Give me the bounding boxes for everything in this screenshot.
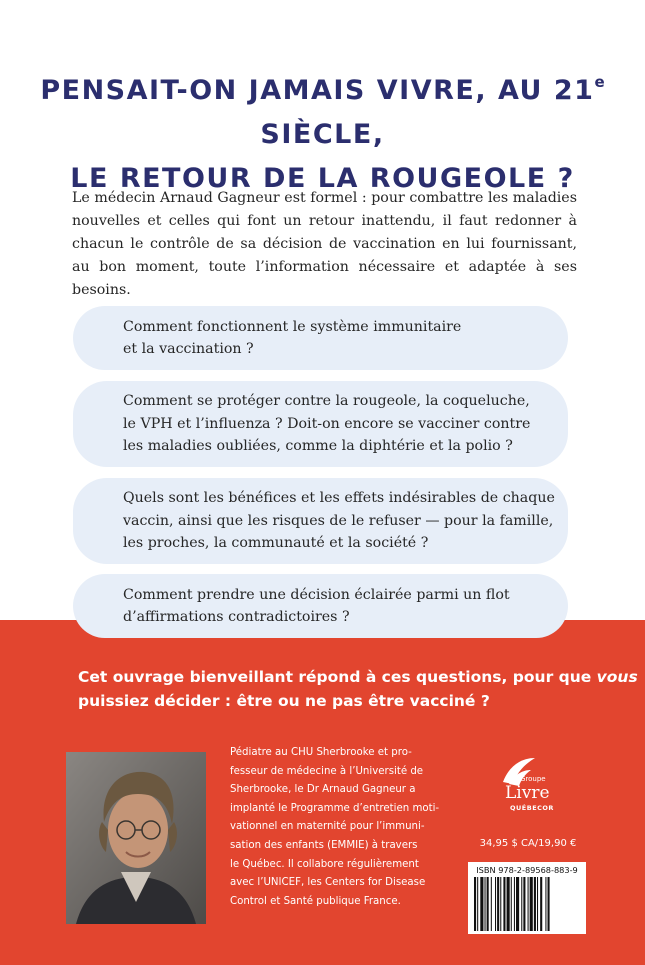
bio-line: Control et Santé publique France. [230, 895, 401, 907]
question-line: vaccin, ainsi que les risques de le refuser — pour la famille, [123, 512, 554, 529]
question-line: Comment se protéger contre la rougeole, la coqueluche, [123, 393, 530, 410]
question-line: et la vaccination ? [123, 341, 254, 357]
headline-superscript: e [594, 73, 605, 91]
barcode [468, 862, 586, 934]
bio-line: sation des enfants (EMMIE) à travers [230, 839, 418, 851]
bio-line: vationnel en maternité pour l’immuni- [230, 821, 425, 833]
headline-part: PENSAIT-ON JAMAIS VIVRE, AU 21 [40, 75, 595, 106]
conclusion-line-2: puissiez décider : être ou ne pas être vacciné ? [78, 692, 490, 710]
question-line: Comment prendre une décision éclairée parmi un flot [123, 586, 510, 603]
isbn: ISBN 978-2-89568-883-9 [476, 865, 578, 875]
question-line: le VPH et l’influenza ? Doit-on encore se vacciner contre [123, 415, 531, 432]
conclusion-part: Cet ouvrage bienveillant répond à ces questions, pour que [78, 668, 597, 686]
author-bio [230, 744, 442, 911]
author-photo [66, 752, 206, 924]
question-box [73, 381, 568, 467]
intro-paragraph: Le médecin Arnaud Gagneur est formel : pour combattre les maladies nouvelles et celles qui font un retour inattendu, il faut redonner à chacun le contrôle de sa décision de vaccination en lui fournissant, au bon moment, toute l’information nécessaire et adaptée à ses besoins. [72, 190, 577, 298]
question-line: Quels sont les bénéfices et les effets indésirables de chaque [123, 490, 555, 507]
publisher-quebecor: QUÉBECOR [510, 804, 554, 812]
bio-line: fesseur de médecine à l’Université de [230, 765, 424, 777]
question-box [73, 478, 568, 564]
question-line: les maladies oubliées, comme la diphtérie et la polio ? [123, 438, 513, 455]
publisher-groupe: Groupe [520, 775, 546, 783]
bio-line: Pédiatre au CHU Sherbrooke et pro- [230, 747, 412, 758]
headline-line-2: LE RETOUR DE LA ROUGEOLE ? [70, 163, 575, 194]
headline-line-1 [0, 62, 645, 157]
question-line: Comment fonctionnent le système immunitaire [123, 318, 462, 335]
question-box [73, 306, 568, 370]
barcode-bars-icon [472, 877, 582, 933]
question-box [73, 574, 568, 638]
bio-line: avec l’UNICEF, les Centers for Disease [230, 877, 426, 889]
question-line: les proches, la communauté et la société ? [123, 535, 429, 552]
headline [0, 62, 645, 201]
headline-part: SIÈCLE, [260, 119, 385, 150]
conclusion-line-1 [78, 665, 638, 689]
question-line: d’affirmations contradictoires ? [123, 609, 350, 625]
price: 34,95 $ CA/19,90 € [479, 838, 577, 849]
conclusion-text [78, 665, 638, 713]
bio-line: le Québec. Il collabore régulièrement [230, 858, 419, 870]
bio-line: implanté le Programme d’entretien moti- [230, 802, 440, 814]
publisher-livre: Livre [505, 783, 550, 803]
bio-line: Sherbrooke, le Dr Arnaud Gagneur a [230, 784, 416, 796]
conclusion-emphasis: vous [596, 668, 638, 686]
